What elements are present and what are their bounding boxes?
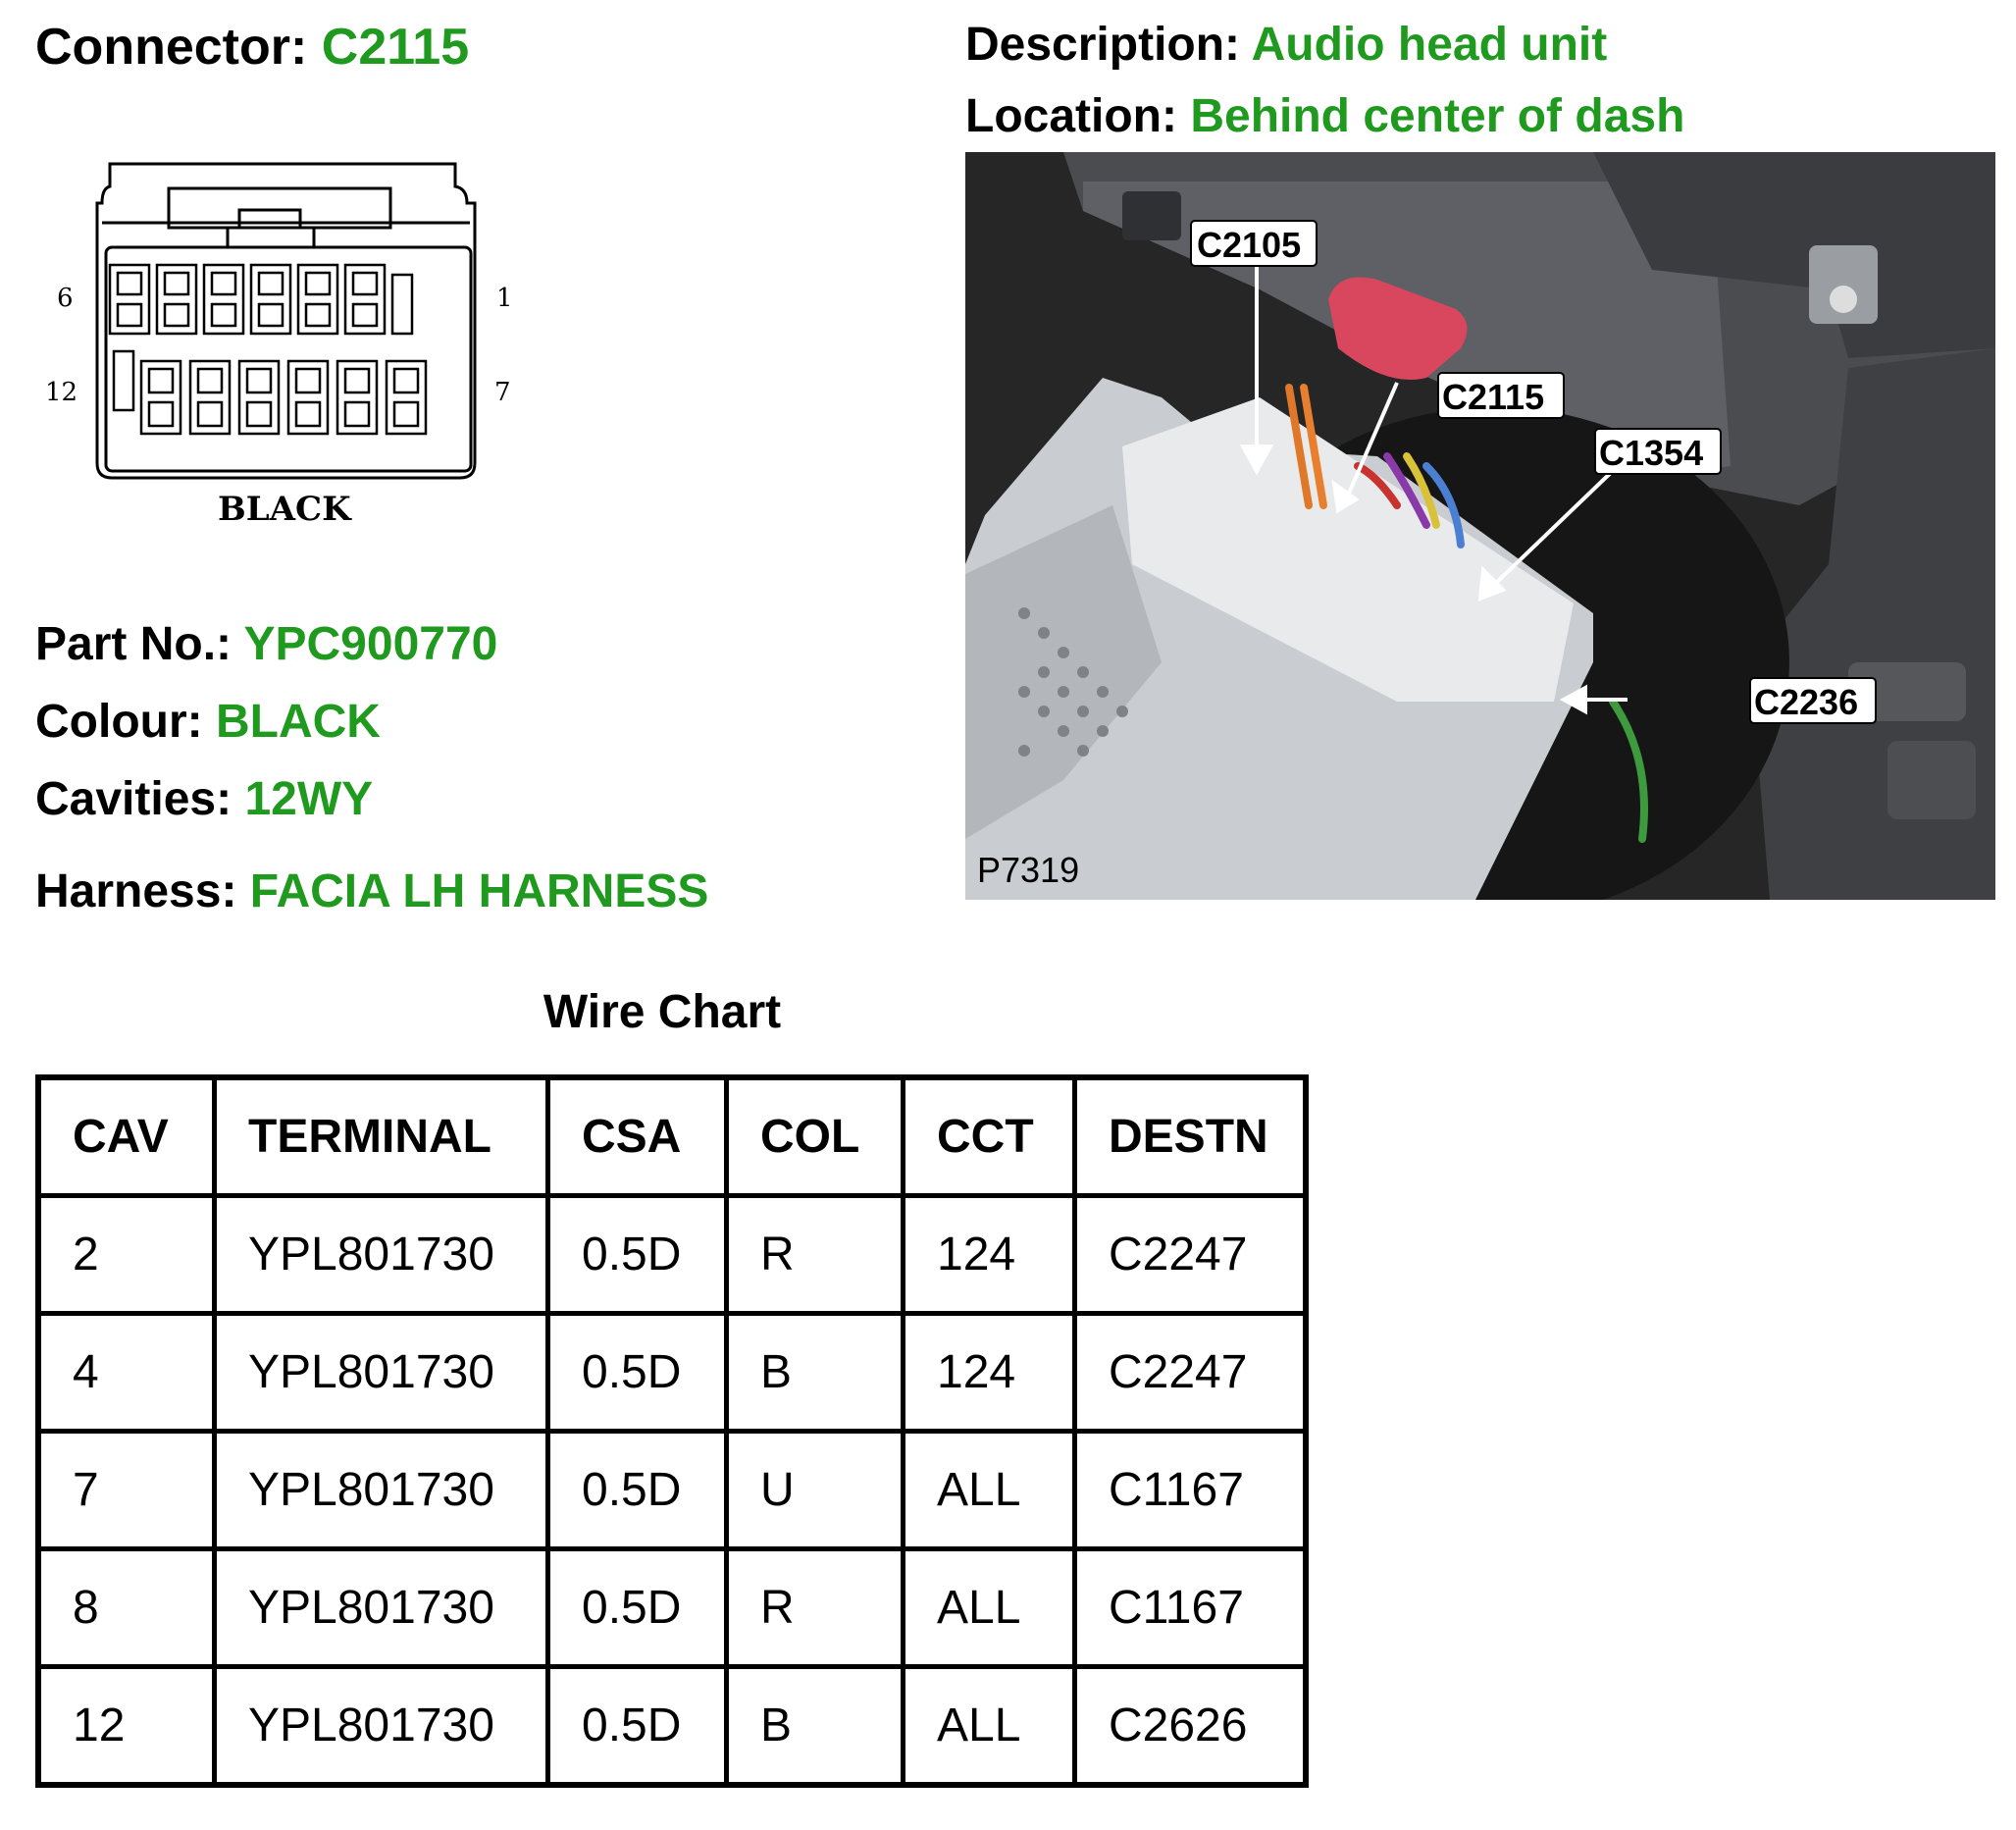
table-row xyxy=(38,1432,1306,1549)
cavities-value: 12WY xyxy=(244,773,374,825)
cell-terminal: YPL801730 xyxy=(215,1196,548,1314)
cell-cct: 124 xyxy=(904,1196,1075,1314)
colour-key: Colour: xyxy=(35,696,203,748)
connector-line xyxy=(35,19,470,76)
part-number-key: Part No.: xyxy=(35,618,233,670)
part-number-line xyxy=(35,618,498,670)
cell-terminal: YPL801730 xyxy=(215,1432,548,1549)
cell-csa: 0.5D xyxy=(548,1432,727,1549)
callout-c1354: C1354 xyxy=(1599,433,1704,473)
photo-reference: P7319 xyxy=(977,850,1080,890)
pin-label-6: 6 xyxy=(57,284,74,313)
cell-cct: ALL xyxy=(904,1549,1075,1667)
cell-cct: ALL xyxy=(904,1432,1075,1549)
wire-chart-title: Wire Chart xyxy=(543,986,782,1038)
cell-destn: C2247 xyxy=(1075,1196,1307,1314)
colour-value: BLACK xyxy=(215,696,381,748)
column-header-col: COL xyxy=(727,1077,904,1196)
cell-col: B xyxy=(727,1314,904,1432)
location-photo xyxy=(965,152,1995,900)
cell-cav: 12 xyxy=(38,1667,215,1786)
connector-diagram xyxy=(43,149,524,542)
cell-csa: 0.5D xyxy=(548,1196,727,1314)
cell-csa: 0.5D xyxy=(548,1667,727,1786)
table-header-row xyxy=(38,1077,1306,1196)
location-value: Behind center of dash xyxy=(1190,90,1685,142)
callout-c2236: C2236 xyxy=(1754,682,1859,722)
cavities-key: Cavities: xyxy=(35,773,233,825)
callout-c2105: C2105 xyxy=(1197,225,1302,265)
connector-value: C2115 xyxy=(321,19,470,76)
cell-destn: C1167 xyxy=(1075,1549,1307,1667)
pin-label-7: 7 xyxy=(494,378,511,407)
column-header-csa: CSA xyxy=(548,1077,727,1196)
cell-cav: 4 xyxy=(38,1314,215,1432)
cell-destn: C2247 xyxy=(1075,1314,1307,1432)
callout-c2115: C2115 xyxy=(1442,377,1545,417)
cell-col: R xyxy=(727,1549,904,1667)
location-line xyxy=(965,90,1685,142)
cell-cav: 2 xyxy=(38,1196,215,1314)
column-header-destn: DESTN xyxy=(1075,1077,1307,1196)
cell-terminal: YPL801730 xyxy=(215,1667,548,1786)
cavities-line xyxy=(35,773,374,825)
cell-col: B xyxy=(727,1667,904,1786)
description-value: Audio head unit xyxy=(1251,19,1608,71)
pin-label-1: 1 xyxy=(496,284,513,313)
harness-line xyxy=(35,865,709,917)
table-row xyxy=(38,1314,1306,1432)
harness-value: FACIA LH HARNESS xyxy=(249,865,709,917)
cell-cct: ALL xyxy=(904,1667,1075,1786)
location-key: Location: xyxy=(965,90,1177,142)
connector-key: Connector: xyxy=(35,19,308,76)
part-number-value: YPC900770 xyxy=(243,618,498,670)
harness-key: Harness: xyxy=(35,865,237,917)
cell-destn: C1167 xyxy=(1075,1432,1307,1549)
column-header-cav: CAV xyxy=(38,1077,215,1196)
cell-col: U xyxy=(727,1432,904,1549)
table-row xyxy=(38,1667,1306,1786)
wire-chart-table xyxy=(35,1074,1309,1788)
cell-csa: 0.5D xyxy=(548,1549,727,1667)
colour-line xyxy=(35,696,381,748)
connector-colour-label: BLACK xyxy=(218,490,351,529)
cell-cav: 8 xyxy=(38,1549,215,1667)
description-key: Description: xyxy=(965,19,1241,71)
cell-cct: 124 xyxy=(904,1314,1075,1432)
cell-cav: 7 xyxy=(38,1432,215,1549)
cell-terminal: YPL801730 xyxy=(215,1314,548,1432)
column-header-terminal: TERMINAL xyxy=(215,1077,548,1196)
cell-col: R xyxy=(727,1196,904,1314)
column-header-cct: CCT xyxy=(904,1077,1075,1196)
table-row xyxy=(38,1549,1306,1667)
cell-csa: 0.5D xyxy=(548,1314,727,1432)
description-line xyxy=(965,19,1608,71)
table-row xyxy=(38,1196,1306,1314)
pin-label-12: 12 xyxy=(45,378,78,407)
cell-terminal: YPL801730 xyxy=(215,1549,548,1667)
cell-destn: C2626 xyxy=(1075,1667,1307,1786)
